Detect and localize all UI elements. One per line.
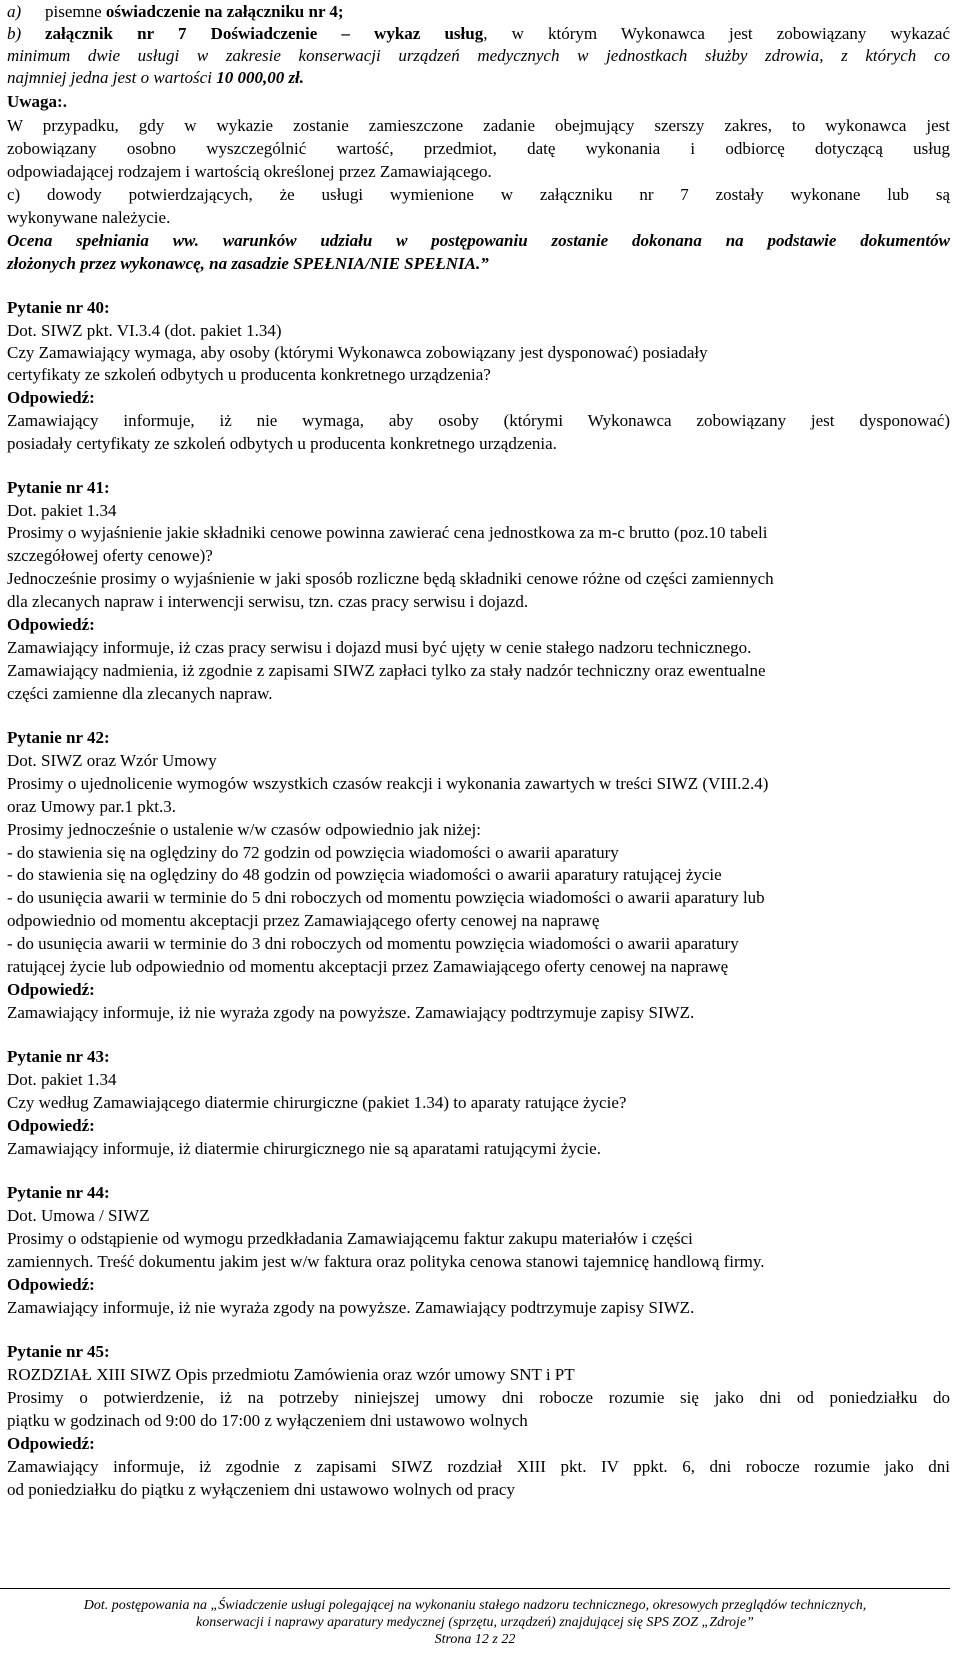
answer-42-label: Odpowiedź:	[7, 980, 95, 999]
footer-page-number: Strona 12 z 22	[434, 1632, 516, 1647]
question-45-line: piątku w godzinach od 9:00 do 17:00 z wyłączeniem dni ustawowo wolnych	[7, 1411, 528, 1430]
answer-45-line: od poniedziałku do piątku z wyłączeniem dni ustawowo wolnych od pracy	[7, 1480, 515, 1499]
question-45-title: Pytanie nr 45:	[7, 1342, 110, 1361]
question-42-line: - do usunięcia awarii w terminie do 3 dni roboczych od momentu powzięcia wiadomości o awarii aparatury	[7, 934, 739, 953]
question-45-line: Prosimy o potwierdzenie, iż na potrzeby niniejszej umowy dni robocze rozumie się jako dni od poniedziałku do	[7, 1388, 950, 1407]
uwaga-line1: W przypadku, gdy w wykazie zostanie zamieszczone zadanie obejmujący szerszy zakres, to wykonawca jest	[7, 116, 950, 135]
footer-line1: Dot. postępowania na „Świadczenie usługi polegającej na wykonaniu stałego nadzoru technicznego, okresowych przeglądów technicznych,	[83, 1598, 867, 1613]
answer-40-line: Zamawiający informuje, iż nie wymaga, aby osoby (którymi Wykonawca zobowiązany jest dysponować)	[7, 411, 950, 430]
item-b-normal: , w którym Wykonawca jest zobowiązany wykazać	[483, 24, 950, 43]
question-44-title: Pytanie nr 44:	[7, 1183, 110, 1202]
question-42-line: ratującej życie lub odpowiednio od momentu akceptacji przez Zamawiającego oferty cenowej na naprawę	[7, 957, 729, 976]
item-b-line3	[7, 67, 304, 89]
ocena-line1	[7, 230, 950, 252]
item-a	[7, 1, 344, 23]
question-41-line: dla zlecanych napraw i interwencji serwisu, tzn. czas pracy serwisu i dojazd.	[7, 592, 529, 611]
question-42-line: Prosimy jednocześnie o ustalenie w/w czasów odpowiednio jak niżej:	[7, 820, 481, 839]
question-40-line: Czy Zamawiający wymaga, aby osoby (którymi Wykonawca zobowiązany jest dysponować) posiadały	[7, 343, 708, 362]
answer-44-line: Zamawiający informuje, iż nie wyraża zgody na powyższe. Zamawiający podtrzymuje zapisy SIWZ.	[7, 1298, 695, 1317]
ocena-line2: złożonych przez wykonawcę, na zasadzie SPEŁNIA/NIE SPEŁNIA.”	[7, 254, 489, 273]
question-42-line: - do stawienia się na oględziny do 48 godzin od powzięcia wiadomości o awarii aparatury ratującej życie	[7, 865, 722, 884]
question-45-line: ROZDZIAŁ XIII SIWZ Opis przedmiotu Zamówienia oraz wzór umowy SNT i PT	[7, 1365, 575, 1384]
question-41-line: szczegółowej oferty cenowe)?	[7, 546, 213, 565]
question-44-line: zamiennych. Treść dokumentu jakim jest w/w faktura oraz polityka cenowa stanowi tajemnicę handlową firmy.	[7, 1252, 765, 1271]
item-b-line2: minimum dwie usługi w zakresie konserwacji urządzeń medycznych w jednostkach służby zdrowia, z których co	[7, 46, 950, 65]
item-b-line1	[7, 23, 950, 45]
question-43-line: Czy według Zamawiającego diatermie chirurgiczne (pakiet 1.34) to aparaty ratujące życie?	[7, 1093, 627, 1112]
answer-41-line: Zamawiający informuje, iż czas pracy serwisu i dojazd musi być ujęty w cenie stałego nadzoru technicznego.	[7, 638, 752, 657]
item-c-line1: c) dowody potwierdzających, że usługi wymienione w załączniku nr 7 zostały wykonane lub są	[7, 185, 950, 204]
answer-41-line: części zamienne dla zlecanych napraw.	[7, 684, 273, 703]
question-42-line: - do stawienia się na oględziny do 72 godzin od powzięcia wiadomości o awarii aparatury	[7, 843, 619, 862]
question-40-title: Pytanie nr 40:	[7, 298, 110, 317]
item-b-bold: załącznik nr 7 Doświadczenie – wykaz usług	[45, 24, 484, 43]
question-42-line: Prosimy o ujednolicenie wymogów wszystkich czasów reakcji i wykonania zawartych w treści SIWZ (VIII.2.4)	[7, 774, 769, 793]
item-a-tag: a)	[7, 2, 22, 21]
question-44-line: Prosimy o odstąpienie od wymogu przedkładania Zamawiającemu faktur zakupu materiałów i części	[7, 1229, 693, 1248]
ocena-italic: Ocena spełniania ww.	[7, 231, 223, 250]
answer-43-label: Odpowiedź:	[7, 1116, 95, 1135]
question-42-line: Dot. SIWZ oraz Wzór Umowy	[7, 751, 217, 770]
answer-41-line: Zamawiający nadmienia, iż zgodnie z zapisami SIWZ zapłaci tylko za stały nadzór techniczny oraz ewentualne	[7, 661, 766, 680]
answer-45-label: Odpowiedź:	[7, 1434, 95, 1453]
item-a-text: pisemne	[45, 2, 106, 21]
answer-41-label: Odpowiedź:	[7, 615, 95, 634]
item-b-line3-italic: najmniej jedna jest o wartości	[7, 68, 217, 87]
question-44-line: Dot. Umowa / SIWZ	[7, 1206, 150, 1225]
question-41-line: Dot. pakiet 1.34	[7, 501, 117, 520]
item-b-tag: b)	[7, 24, 22, 43]
question-43-title: Pytanie nr 43:	[7, 1047, 110, 1066]
question-42-line: oraz Umowy par.1 pkt.3.	[7, 797, 177, 816]
question-40-line: Dot. SIWZ pkt. VI.3.4 (dot. pakiet 1.34)	[7, 321, 282, 340]
question-42-title: Pytanie nr 42:	[7, 728, 110, 747]
answer-42-line: Zamawiający informuje, iż nie wyraża zgody na powyższe. Zamawiający podtrzymuje zapisy SIWZ.	[7, 1003, 695, 1022]
footer-divider	[0, 1588, 950, 1589]
question-43-line: Dot. pakiet 1.34	[7, 1070, 117, 1089]
question-42-line: - do usunięcia awarii w terminie do 5 dni roboczych od momentu powzięcia wiadomości o awarii aparatury lub	[7, 888, 765, 907]
footer-line2: konserwacji i naprawy aparatury medycznej (sprzętu, urządzeń) znajdującej się SPS ZOZ „Zdroje”	[196, 1615, 754, 1630]
item-c-line2: wykonywane należycie.	[7, 208, 171, 227]
uwaga-line3: odpowiadającej rodzajem i wartością określonej przez Zamawiającego.	[7, 162, 492, 181]
question-42-line: odpowiednio od momentu akceptacji przez Zamawiającego oferty cenowej na naprawę	[7, 911, 600, 930]
uwaga-label: Uwaga:.	[7, 92, 67, 111]
question-41-title: Pytanie nr 41:	[7, 478, 110, 497]
question-41-line: Jednocześnie prosimy o wyjaśnienie w jaki sposób rozliczne będą składniki cenowe różne od części zamiennych	[7, 569, 774, 588]
answer-40-line: posiadały certyfikaty ze szkoleń odbytych u producenta konkretnego urządzenia.	[7, 434, 557, 453]
answer-44-label: Odpowiedź:	[7, 1275, 95, 1294]
answer-45-line: Zamawiający informuje, iż zgodnie z zapisami SIWZ rozdział XIII pkt. IV ppkt. 6, dni robocze rozumie jako dni	[7, 1457, 950, 1476]
ocena-bold: warunków udziału w postępowaniu zostanie dokonana na podstawie dokumentów	[222, 231, 950, 250]
answer-40-label: Odpowiedź:	[7, 388, 95, 407]
question-40-line: certyfikaty ze szkoleń odbytych u producenta konkretnego urządzenia?	[7, 365, 491, 384]
answer-43-line: Zamawiający informuje, iż diatermie chirurgicznego nie są aparatami ratującymi życie.	[7, 1139, 601, 1158]
item-b-line3-bold: 10 000,00 zł.	[216, 68, 305, 87]
question-41-line: Prosimy o wyjaśnienie jakie składniki cenowe powinna zawierać cena jednostkowa za m-c brutto (poz.10 tabeli	[7, 523, 768, 542]
item-a-bold: oświadczenie na załączniku nr 4;	[105, 2, 344, 21]
uwaga-line2: zobowiązany osobno wyszczególnić wartość, przedmiot, datę wykonania i odbiorcę dotyczącą usług	[7, 139, 950, 158]
